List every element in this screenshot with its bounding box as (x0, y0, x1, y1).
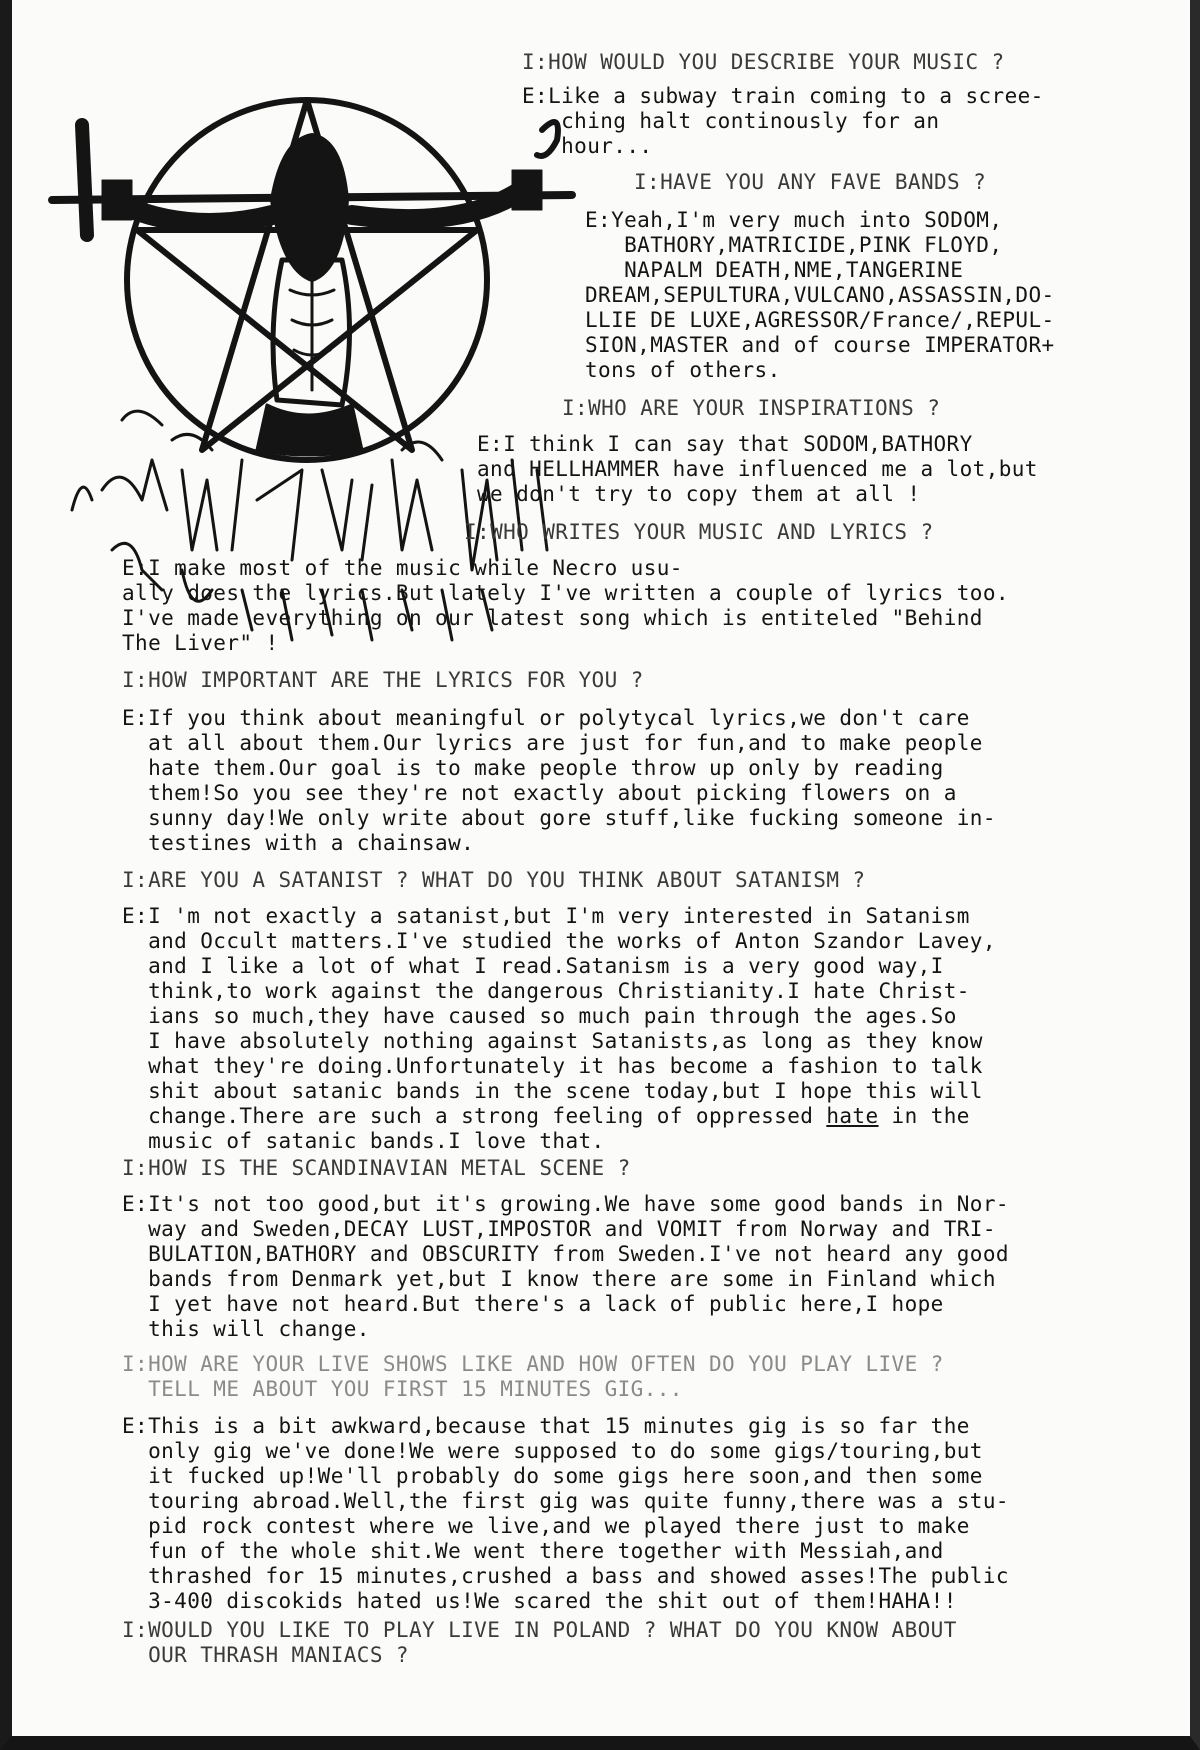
underlined-word: hate (826, 1104, 879, 1128)
answer-fave-bands: E:Yeah,I'm very much into SODOM, BATHORY,MATRICIDE,PINK FLOYD, NAPALM DEATH,NME,TANGERINE DREAM,SEPULTURA,VULCANO,ASSASSIN,DO- LLIE DE LUXE,AGRESSOR/France/,REPUL- SION,MASTER and of course IMPERATOR+ tons of others. (585, 208, 1055, 382)
answer-who-writes: E:I make most of the music while Necro usu- ally does the lyrics.But lately I've written a couple of lyrics too. I've made everything on our latest song which is entiteled "Behind The Liver" ! (122, 556, 1009, 655)
question-play-poland: I:WOULD YOU LIKE TO PLAY LIVE IN POLAND ? WHAT DO YOU KNOW ABOUT OUR THRASH MANIACS ? (122, 1618, 957, 1667)
answer-lyrics-importance: E:If you think about meaningful or polytycal lyrics,we don't care at all about them.Our lyrics are just for fun,and to make people hate them.Our goal is to make people throw up only by reading them!So you see they're not exactly about picking flowers on a sunny day!We only write about gore stuff,like fucking someone in- testines with a chainsaw. (122, 706, 996, 855)
question-live-shows: I:HOW ARE YOUR LIVE SHOWS LIKE AND HOW OFTEN DO YOU PLAY LIVE ? TELL ME ABOUT YOU FIRST 15 MINUTES GIG... (122, 1352, 944, 1401)
question-satanism: I:ARE YOU A SATANIST ? WHAT DO YOU THINK ABOUT SATANISM ? (122, 868, 866, 892)
answer-inspirations: E:I think I can say that SODOM,BATHORY and HELLHAMMER have influenced me a lot,but we don't try to copy them at all ! (477, 432, 1038, 506)
question-who-writes: I:WHO WRITES YOUR MUSIC AND LYRICS ? (464, 520, 934, 544)
answer-scandinavian-scene: E:It's not too good,but it's growing.We have some good bands in Nor- way and Sweden,DECAY LUST,IMPOSTOR and VOMIT from Norway and TRI- BULATION,BATHORY and OBSCURITY from Sweden.I've not heard any good bands from Denmark yet,but I know there are some in Finland which I yet have not heard.But there's a lack of public here,I hope this will change. (122, 1192, 1009, 1341)
answer-music-description: E:Like a subway train coming to a scree- ching halt continously for an hour... (522, 84, 1044, 158)
question-inspirations: I:WHO ARE YOUR INSPIRATIONS ? (562, 396, 941, 420)
question-scandinavian-scene: I:HOW IS THE SCANDINAVIAN METAL SCENE ? (122, 1156, 631, 1180)
question-lyrics-importance: I:HOW IMPORTANT ARE THE LYRICS FOR YOU ? (122, 668, 644, 692)
answer-live-shows: E:This is a bit awkward,because that 15 minutes gig is so far the only gig we've done!We were supposed to do some gigs/touring,but it fucked up!We'll probably do some gigs here soon,and then some touring abroad.Well,the first gig was quite funny,there was a stu- pid rock contest where we live,and we played there just to make fun of the whole shit.We went there together with Messiah,and thrashed for 15 minutes,crushed a bass and showed asses!The public 3-400 discokids hated us!We scared the shit out of them!HAHA!! (122, 1414, 1009, 1613)
answer-satanism: E:I 'm not exactly a satanist,but I'm very interested in Satanism and Occult matters.I've studied the works of Anton Szandor Lavey, and I like a lot of what I read.Satanism is a very good way,I think,to work against the dangerous Christianity.I hate Christ- ians so much,they have caused so much pain through the ages.So I have absolutely nothing against Satanists,as long as they know what they're doing.Unfortunately it has become a fashion to talk shit about satanic bands in the scene today,but I hope this will change.There are such a strong feeling of oppressed hate in the music of satanic bands.I love that. (122, 904, 996, 1153)
question-music-description: I:HOW WOULD YOU DESCRIBE YOUR MUSIC ? (522, 50, 1005, 74)
question-fave-bands: I:HAVE YOU ANY FAVE BANDS ? (634, 170, 987, 194)
